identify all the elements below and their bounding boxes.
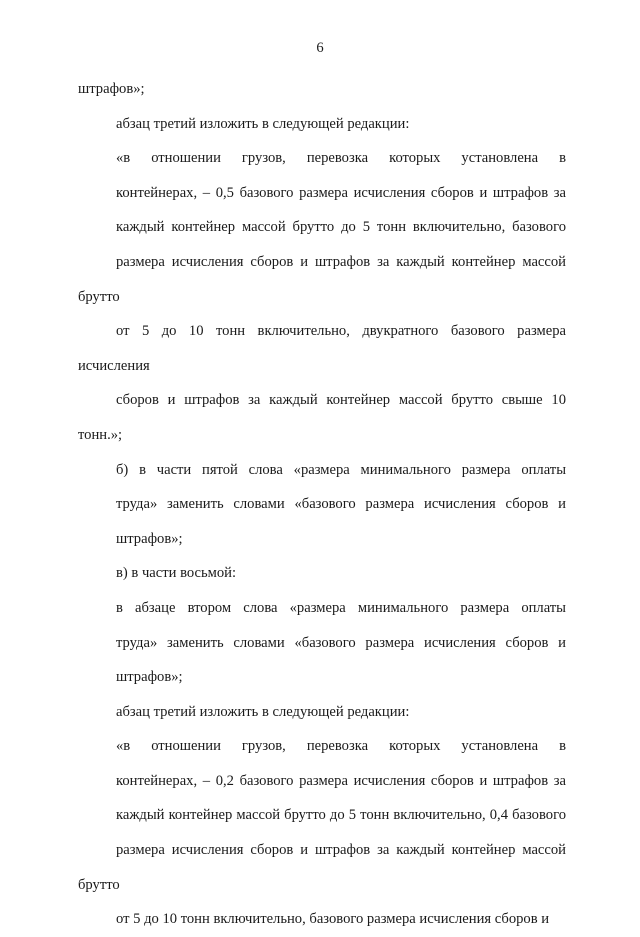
text-line: в абзаце втором слова «размера минимального размера оплаты [116,599,566,616]
text-line: сборов и штрафов за каждый контейнер массой брутто свыше 10 тонн.»; [78,392,566,443]
text-line: «в отношении грузов, перевозка которых установлена в [116,738,566,755]
text-line: размера исчисления сборов и штрафов за каждый контейнер массой брутто [78,842,566,893]
paragraph [78,141,566,452]
text-line: контейнерах, – 0,2 базового размера исчисления сборов и штрафов за [116,772,566,789]
text-line: штрафов»; [116,530,183,547]
text-line: «в отношении грузов, перевозка которых установлена в [116,150,566,167]
text-line: каждый контейнер массой брутто до 5 тонн включительно, базового [116,219,566,236]
text-line: от 5 до 10 тонн включительно, двукратного базового размера исчисления [78,323,566,374]
document-body [78,72,566,937]
text-line: размера исчисления сборов и штрафов за каждый контейнер массой брутто [78,253,566,305]
paragraph [78,107,566,142]
text-line: в) в части восьмой: [116,565,237,582]
text-line: б) в части пятой слова «размера минимального размера оплаты [116,461,566,478]
text-line: каждый контейнер массой брутто до 5 тонн включительно, 0,4 базового [116,807,566,824]
text-line: труда» заменить словами «базового размера исчисления сборов и [116,634,566,651]
text-line: контейнерах, – 0,5 базового размера исчисления сборов и штрафов за [116,184,566,201]
text-line: штрафов»; [116,669,183,686]
page-number: 6 [316,40,324,56]
paragraph [78,729,566,937]
paragraph [78,72,566,107]
text-line: от 5 до 10 тонн включительно, базового размера исчисления сборов и [116,911,550,928]
text-line: труда» заменить словами «базового размера исчисления сборов и [116,496,566,513]
paragraph [78,695,566,730]
paragraph [78,453,566,557]
text-line: абзац третий изложить в следующей редакции: [116,703,410,720]
paragraph [78,591,566,695]
paragraph [78,556,566,591]
text-line: абзац третий изложить в следующей редакции: [116,115,410,132]
text-line: штрафов»; [78,81,145,97]
